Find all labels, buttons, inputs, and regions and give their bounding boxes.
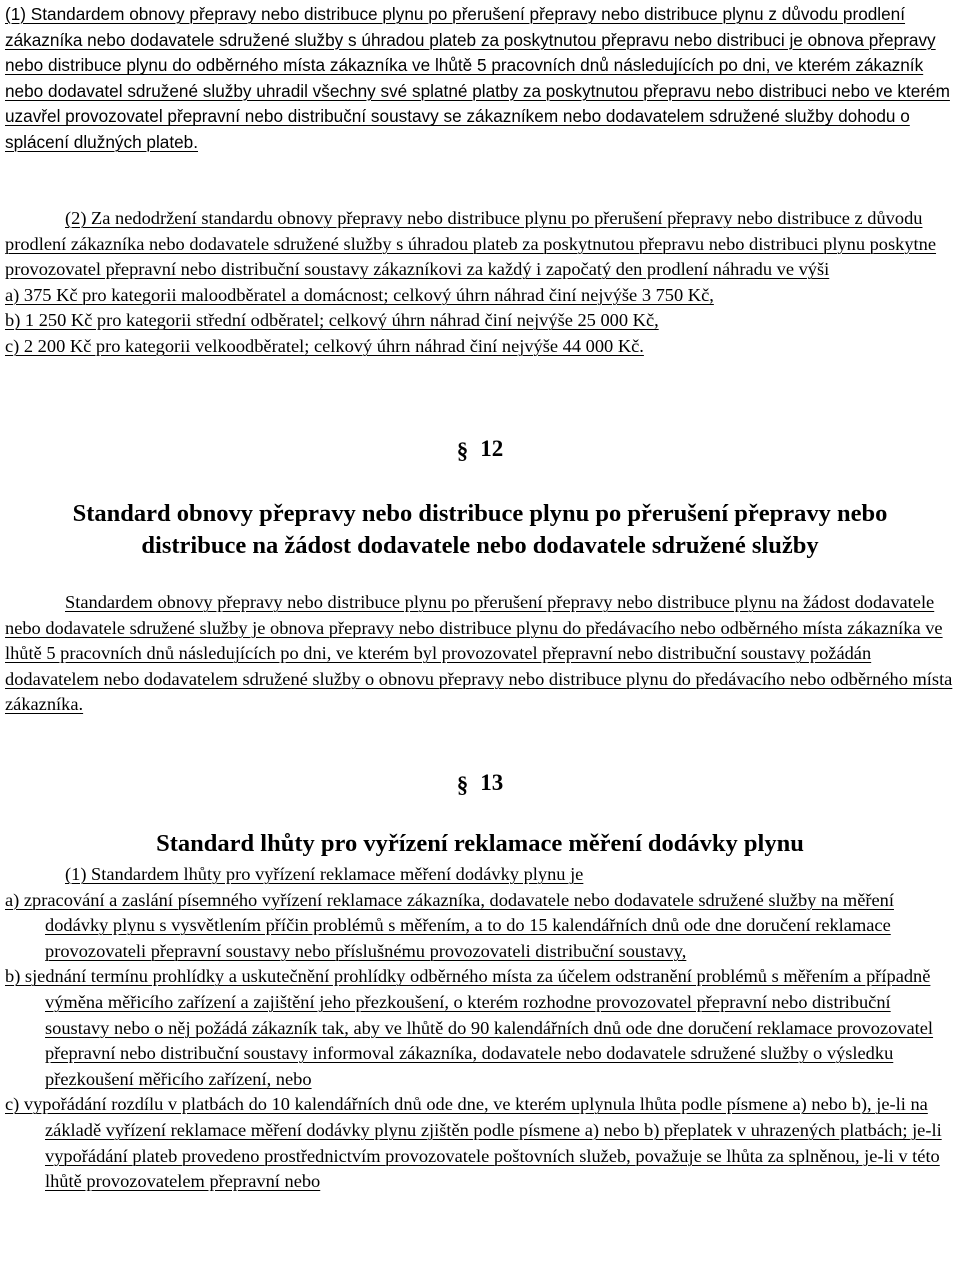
paragraph-2 — [5, 206, 955, 360]
section-13-item-a: a) zpracování a zaslání písemného vyřízení reklamace zákazníka, dodavatele nebo dodavatele sdružené služby na měření dodávky plynu s vysvětlením příčin problémů s měřením, a to do 15 kalendářních dnů ode dne doručení reklamace provozovateli přepravní soustavy nebo příslušnému provozovateli distribuční soustavy, — [5, 889, 894, 961]
section-13-intro: (1) Standardem lhůty pro vyřízení reklamace měření dodávky plynu je — [65, 864, 584, 884]
section-12-number — [0, 436, 960, 462]
paragraph-1: (1) Standardem obnovy přepravy nebo distribuce plynu po přerušení přepravy nebo distribuce plynu z důvodu prodlení zákazníka nebo dodavatele sdružené služby s úhradou plateb za poskytnutou přepravu nebo distribuci je obnova přepravy nebo distribuce plynu do odběrného místa zákazníka ve lhůtě 5 pracovních dnů následujících po dni, ve kterém zákazník nebo dodavatel sdružené služby uhradil všechny své splatné platby za poskytnutou přepravu nebo distribuci nebo ve kterém uzavřel provozovatel přepravní nebo distribuční soustavy se zákazníkem nebo dodavatelem sdružené služby dohodu o splácení dlužných plateb. — [5, 4, 950, 152]
section-12-heading — [0, 498, 960, 562]
list-item-b: b) 1 250 Kč pro kategorii střední odběratel; celkový úhrn náhrad činí nejvýše 25 000 Kč, — [5, 310, 659, 331]
section-12-heading-line-2: distribuce na žádost dodavatele nebo dodavatele sdružené služby — [141, 532, 819, 559]
paragraph-2-intro: (2) Za nedodržení standardu obnovy přepravy nebo distribuce plynu po přerušení přepravy nebo distribuce z důvodu prodlení zákazníka nebo dodavatele sdružené služby s úhradou plateb za poskytnutou přepravu nebo distribuci plynu poskytne provozovatel přepravní nebo distribuční soustavy zákazníkovi za každý i započatý den prodlení náhradu ve výši — [5, 208, 937, 280]
paragraph-sign-icon: § — [456, 438, 469, 463]
section-13-number — [0, 770, 960, 796]
list-item-a: a) 375 Kč pro kategorii maloodběratel a domácnost; celkový úhrn náhrad činí nejvýše 3 750 Kč, — [5, 284, 714, 305]
section-13-item-b: b) sjednání termínu prohlídky a uskutečnění prohlídky odběrného místa za účelem odstranění problémů s měřením a případně výměna měřicího zařízení a zajištění jeho přezkoušení, o kterém rozhodne provozovatel přepravní nebo distribuční soustavy nebo o něj požádá zákazník tak, aby ve lhůtě do 90 kalendářních dnů ode dne doručení reklamace provozovatel přepravní nebo distribuční soustavy informoval zákazníka, dodavatele nebo dodavatele sdružené služby o výsledku přezkoušení měřicího zařízení, nebo — [5, 966, 934, 1089]
paragraph-sign-icon: § — [456, 772, 469, 797]
section-13-body — [5, 862, 955, 1195]
section-12-label: 12 — [480, 436, 504, 461]
section-12-body: Standardem obnovy přepravy nebo distribuce plynu po přerušení přepravy nebo distribuce plynu na žádost dodavatele nebo dodavatele sdružené služby je obnova přepravy nebo distribuce plynu do předávacího nebo odběrného místa zákazníka ve lhůtě 5 pracovních dnů následujících po dni, ve kterém byl provozovatel přepravní nebo distribuční soustavy požádán dodavatelem nebo dodavatelem sdružené služby o obnovu přepravy nebo distribuce plynu do předávacího nebo odběrného místa zákazníka. — [5, 592, 953, 715]
section-13-item-c: c) vypořádání rozdílu v platbách do 10 kalendářních dnů ode dne, ve kterém uplynula lhůta podle písmene a) nebo b), je-li na základě vyřízení reklamace měření dodávky plynu zjištěn podle písmene a) nebo b) přeplatek v uhrazených platbách; je-li vypořádání plateb provedeno prostřednictvím provozovatele poštovních služeb, považuje se lhůta za splněnou, je-li v této lhůtě provozovatelem přepravní nebo — [5, 1094, 942, 1192]
section-13-label: 13 — [480, 770, 504, 795]
list-item-c: c) 2 200 Kč pro kategorii velkoodběratel; celkový úhrn náhrad činí nejvýše 44 000 Kč. — [5, 335, 644, 356]
section-13-heading: Standard lhůty pro vyřízení reklamace měření dodávky plynu — [156, 830, 804, 857]
section-12-heading-line-1: Standard obnovy přepravy nebo distribuce plynu po přerušení přepravy nebo — [72, 500, 888, 527]
